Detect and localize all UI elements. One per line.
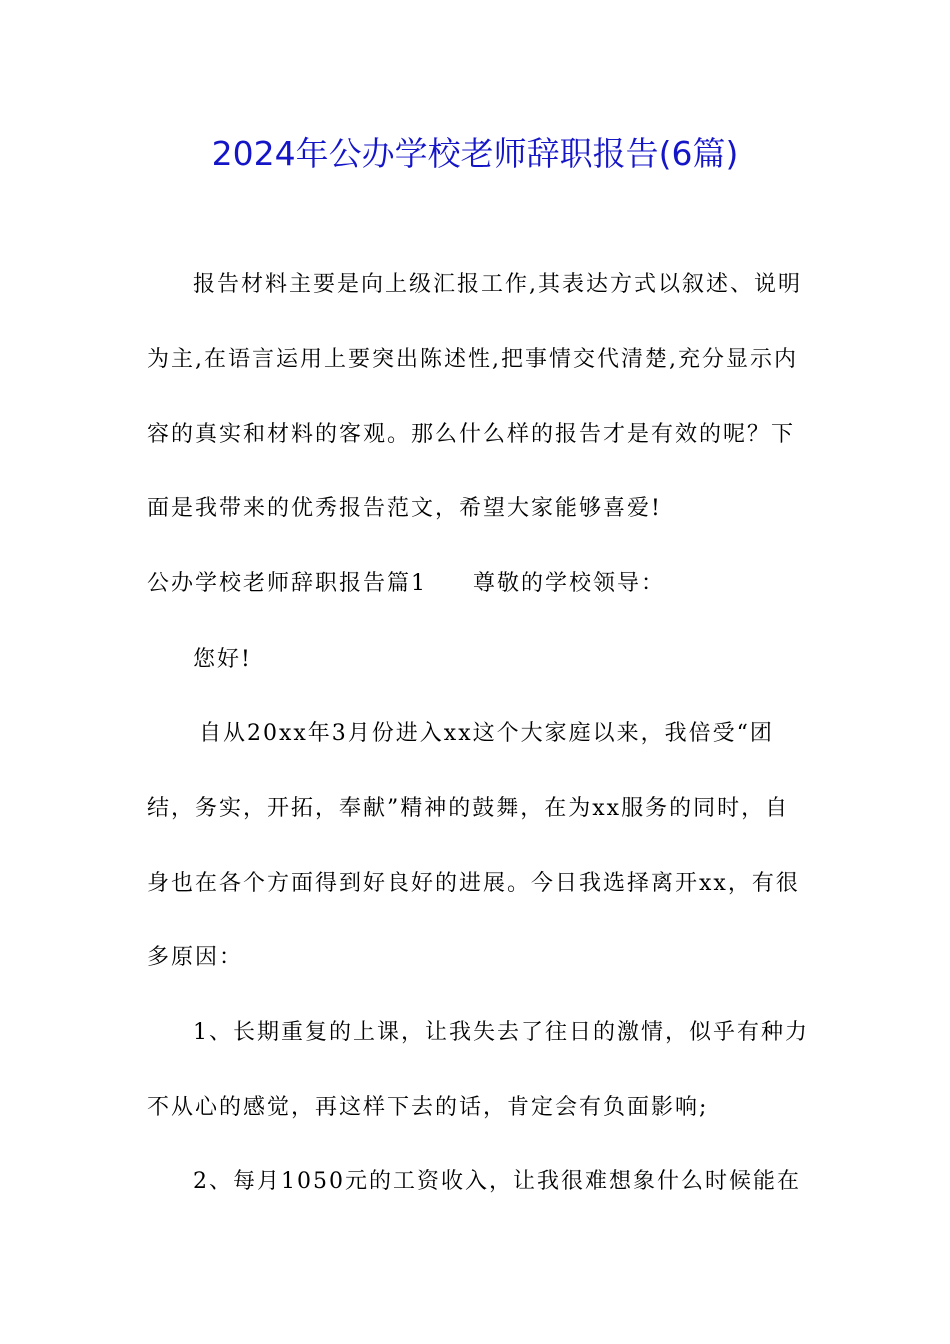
- greeting: 您好!: [193, 647, 252, 672]
- intro-line-3: 容的真实和材料的客观。那么什么样的报告才是有效的呢？下: [147, 422, 796, 447]
- para1-line-3: 身也在各个方面得到好良好的进展。今日我选择离开xx，有很: [147, 871, 800, 896]
- section-heading-row: [147, 568, 817, 600]
- intro-line-4: 面是我带来的优秀报告范文，希望大家能够喜爱!: [147, 496, 662, 521]
- intro-line-1: 报告材料主要是向上级汇报工作,其表达方式以叙述、说明: [193, 272, 802, 297]
- salutation: 尊敬的学校领导：: [473, 571, 666, 596]
- item1-line-1: 1、长期重复的上课，让我失去了往日的激情，似乎有种力: [193, 1020, 809, 1045]
- intro-line-2: 为主,在语言运用上要突出陈述性,把事情交代清楚,充分显示内: [147, 347, 798, 372]
- document-title: 2024年公办学校老师辞职报告(6篇): [211, 134, 739, 173]
- para1-line-1: 自从20xx年3月份进入xx这个大家庭以来，我倍受“团: [199, 721, 774, 746]
- item2-line-1: 2、每月1050元的工资收入，让我很难想象什么时候能在: [193, 1169, 801, 1194]
- para1-line-4: 多原因：: [147, 945, 244, 970]
- section-heading: 公办学校老师辞职报告篇1: [147, 571, 427, 596]
- para1-line-2: 结，务实，开拓，奉献”精神的鼓舞，在为xx服务的同时，自: [147, 796, 790, 821]
- item1-line-2: 不从心的感觉，再这样下去的话，肯定会有负面影响;: [147, 1095, 709, 1120]
